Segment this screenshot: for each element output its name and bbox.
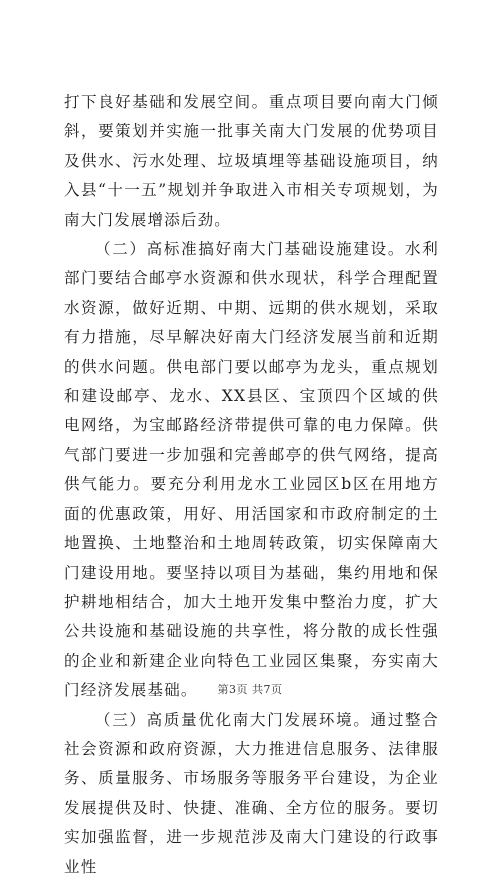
paragraph-3: （三）高质量优化南大门发展环境。通过整合社会资源和政府资源，大力推进信息服务、法律服务、质量服务、市场服务等服务平台建设，为企业发展提供及时、快捷、准确、全方位的服务。要切实加强监督，进一步规范涉及南大门建设的行政事业性 <box>64 710 439 876</box>
paragraph-2: （二）高标准搞好南大门基础设施建设。水利部门要结合邮亭水资源和供水现状，科学合理配置水资源，做好近期、中期、远期的供水规划，采取有力措施，尽早解决好南大门经济发展当前和近期的供水问题。供电部门要以邮亭为龙头，重点规划和建设邮亭、龙水、XX县区、宝顶四个区域的供电网络，为宝邮路经济带提供可靠的电力保障。供气部门要进一步加强和完善邮亭的供气网络，提高供气能力。要充分利用龙水工业园区b区在用地方面的优惠政策，用好、用活国家和市政府制定的土地置换、土地整治和土地周转政策，切实保障南大门建设用地。要坚持以项目为基础，集约用地和保护耕地相结合，加大土地开发集中整治力度，扩大公共设施和基础设施的共享性，将分散的成长性强的企业和新建企业向特色工业园区集聚，夯实南大门经济发展基础。 <box>64 240 439 700</box>
page-number-label: 第3页 共7页 <box>217 683 283 696</box>
page-footer <box>0 681 500 697</box>
paragraph-1: 打下良好基础和发展空间。重点项目要向南大门倾斜，要策划并实施一批事关南大门发展的优势项目及供水、污水处理、垃圾填埋等基础设施项目，纳入县“十一五”规划并争取进入市相关专项规划，为南大门发展增添后劲。 <box>64 93 439 229</box>
document-body <box>64 88 439 882</box>
